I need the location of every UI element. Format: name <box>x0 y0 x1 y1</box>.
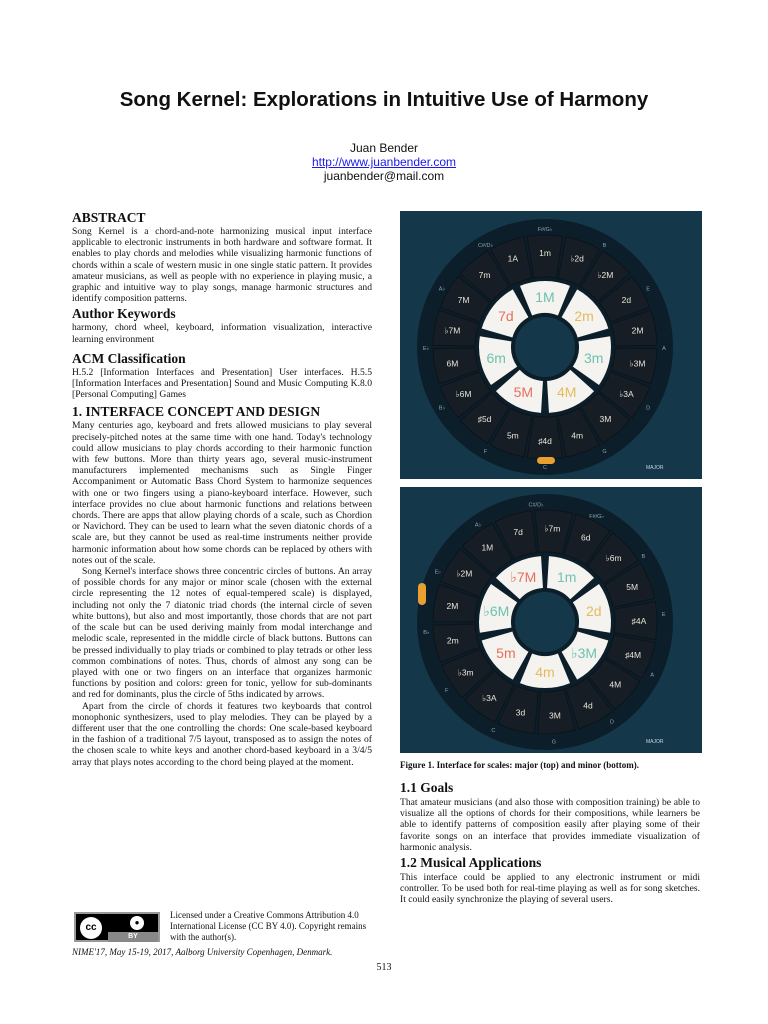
goals-text: That amateur musicians (and also those with composition training) be able to visualize all the options of chords for their compositions, while learners be able to identify patterns of composition easily after playing some of their favorite songs on an interface that provides immediate visualization of harmonic analysis. <box>400 797 700 853</box>
middle-chord-label: 7M <box>457 295 470 305</box>
middle-chord-label: 5m <box>506 430 519 441</box>
middle-chord-label: ♯4M <box>625 649 642 660</box>
outer-note-label[interactable]: E♭ <box>434 569 441 576</box>
middle-chord-label: ♭3A <box>482 692 497 703</box>
outer-note-label[interactable]: E <box>646 286 650 293</box>
middle-chord-label: ♯5d <box>477 414 492 425</box>
left-column <box>72 210 372 768</box>
middle-chord-label: 1A <box>507 253 519 264</box>
outer-note-label[interactable]: C#/D♭ <box>528 502 544 509</box>
scale-select-pill[interactable] <box>537 457 555 464</box>
inner-chord-label: 1M <box>535 289 555 305</box>
middle-chord-label: 2d <box>621 295 632 305</box>
middle-chord-label: 2M <box>446 600 459 611</box>
license-text: Licensed under a Creative Commons Attribution 4.0 International License (CC BY 4.0). Copyright remains with the author(s). <box>170 910 367 942</box>
outer-note-label[interactable]: F <box>444 688 449 695</box>
outer-note-label[interactable]: G <box>602 449 607 456</box>
outer-note-label[interactable]: G <box>551 739 557 746</box>
inner-chord-label: 5M <box>513 384 534 401</box>
wheel-center <box>515 592 575 652</box>
middle-chord-label: ♭6m <box>605 552 622 563</box>
outer-note-label[interactable]: E♭ <box>422 346 430 352</box>
outer-note-label[interactable]: B♭ <box>438 405 446 412</box>
section1-paragraph-1: Many centuries ago, keyboard and frets allowed musicians to play several precisely-pitched notes at the same time with one hand. Today's technology could allow musicians to play chords according to their harmonic function with few buttons. More than thirty years ago, several music-instrument manufacturers implemented mechanisms such as Single Finger Accompaniment or Automatic Bass Chord System to harmonize sequences with one or two fingers using a piano-keyboard interface. However, such interface provides no clue about harmonic functions and relations between chords. There are apps that allow playing chords of a scale, such as Chordion or Navichord. They can be used to learn what the seven diatonic chords of a scale are, but they cannot be used as real-time instruments neither provide harmonic information about how some chords can be replaced by others with notes out of the scale. <box>72 420 372 566</box>
middle-chord-label: ♭7M <box>444 325 461 336</box>
abstract-text: Song Kernel is a chord-and-note harmonizing musical input interface applicable to electronic instruments in both hardware and software format. It enables to play chords and melodies while visualizing harmonic functions of chords within a scale of western music in one single static pattern. It provides amateur musicians, as well as people with no experience in playing music, a graphic and intuitive way to play songs, manage harmonic structures and identify composition patterns. <box>72 226 372 305</box>
attribution-person-icon: ● <box>130 916 144 930</box>
middle-chord-label: 5M <box>626 581 639 592</box>
middle-chord-label: ♭3A <box>619 389 634 399</box>
figure-minor-scale <box>400 487 702 753</box>
cc-by-logo <box>74 912 160 942</box>
right-column <box>400 778 700 906</box>
outer-note-label[interactable]: B♭ <box>423 629 430 636</box>
inner-chord-label: ♭7M <box>510 568 537 585</box>
inner-chord-label: 1m <box>556 568 577 585</box>
outer-note-label[interactable]: C <box>491 728 496 735</box>
middle-chord-label: 2M <box>631 325 644 336</box>
middle-chord-label: 3M <box>549 710 561 721</box>
outer-note-label[interactable]: B <box>641 553 646 560</box>
abstract-heading: ABSTRACT <box>72 210 146 225</box>
middle-chord-label: 7d <box>513 526 523 537</box>
outer-note-label[interactable]: E <box>661 612 666 619</box>
scale-toggle-label[interactable]: MAJOR <box>646 739 664 745</box>
outer-note-label[interactable]: C <box>543 465 547 471</box>
chord-wheel-minor[interactable] <box>400 487 702 753</box>
wheel-center <box>515 317 575 377</box>
outer-note-label[interactable]: C#/D♭ <box>477 242 494 249</box>
middle-chord-label: 4M <box>609 679 622 690</box>
middle-chord-label: 4d <box>583 700 593 711</box>
inner-chord-label: 5m <box>496 645 516 662</box>
section1-heading: 1. INTERFACE CONCEPT AND DESIGN <box>72 404 321 420</box>
outer-note-label[interactable]: B <box>602 242 607 249</box>
middle-chord-label: ♭7m <box>544 523 561 534</box>
middle-chord-label: 3M <box>599 414 612 425</box>
inner-chord-label: 3m <box>584 350 604 367</box>
middle-chord-label: 7m <box>478 269 491 280</box>
page-number: 513 <box>376 962 392 973</box>
inner-chord-label: 4m <box>535 664 555 680</box>
inner-chord-label: 2m <box>574 307 594 324</box>
applications-heading: 1.2 Musical Applications <box>400 855 542 871</box>
outer-note-label[interactable]: D <box>646 405 651 412</box>
applications-text: This interface could be applied to any electronic instrument or midi controller. To be used both for real-time playing as well as for song sketches. It could easily synchronize the playing of several users. <box>400 872 700 906</box>
outer-note-label[interactable]: F#/G♭ <box>537 227 553 233</box>
author-block <box>0 141 768 183</box>
chord-wheel-major[interactable] <box>400 211 702 479</box>
middle-chord-label: 1m <box>539 248 551 258</box>
outer-note-label[interactable]: A♭ <box>474 522 482 529</box>
author-url-link[interactable]: http://www.juanbender.com <box>311 155 457 169</box>
inner-chord-label: 4M <box>556 384 577 401</box>
outer-note-label[interactable]: D <box>610 719 615 726</box>
figure-caption: Figure 1. Interface for scales: major (top) and minor (bottom). <box>400 760 640 770</box>
scale-select-pill[interactable] <box>418 583 426 605</box>
acm-heading: ACM Classification <box>72 350 186 366</box>
cc-by-label: BY <box>108 932 158 942</box>
middle-chord-label: ♭3m <box>457 667 474 678</box>
inner-chord-label: 7d <box>498 307 514 324</box>
goals-heading: 1.1 Goals <box>400 780 454 795</box>
section1-paragraph-3: Apart from the circle of chords it features two keyboards that control monophonic synthesizers, used to play melodies. They can be played by a different user that the one controlling the chords: One scale-based keyboard in the fashion of a traditional 7/5 layout, transposed as to assign the notes of the chosen scale to white keys and another chord-based keyboard in a 3/4/5 array that plays notes according to the chord being played at the moment. <box>72 700 372 768</box>
middle-chord-label: 1M <box>481 542 494 553</box>
middle-chord-label: 3d <box>515 707 526 718</box>
middle-chord-label: ♭2M <box>597 269 614 280</box>
author-name: Juan Bender <box>349 141 419 155</box>
middle-chord-label: ♭2M <box>456 568 473 579</box>
middle-chord-label: 6d <box>581 532 591 543</box>
middle-chord-label: ♭6M <box>455 389 472 399</box>
inner-chord-label: ♭6M <box>483 602 510 619</box>
outer-note-label[interactable]: F <box>483 449 488 456</box>
keywords-text: harmony, chord wheel, keyboard, information visualization, interactive learning environment <box>72 322 372 345</box>
conference-line: NIME'17, May 15-19, 2017, Aalborg University Copenhagen, Denmark. <box>72 947 333 957</box>
keywords-heading: Author Keywords <box>72 306 176 322</box>
outer-note-label[interactable]: F#/G♭ <box>589 513 605 520</box>
paper-title: Song Kernel: Explorations in Intuitive Use of Harmony <box>119 88 649 111</box>
inner-chord-label: 6m <box>486 350 506 367</box>
middle-chord-label: 2m <box>446 635 459 646</box>
middle-chord-label: ♯4d <box>538 436 552 446</box>
outer-note-label[interactable]: A♭ <box>438 286 446 293</box>
acm-text: H.5.2 [Information Interfaces and Presentation] User interfaces. H.5.5 [Information Interfaces and Presentation] Sound and Music Computing K.8.0 [Personal Computing] Games <box>72 366 372 401</box>
middle-chord-label: ♭2d <box>570 253 584 264</box>
inner-chord-label: ♭3M <box>571 645 598 662</box>
author-email: juanbender@mail.com <box>323 169 445 183</box>
middle-chord-label: 4m <box>571 430 584 441</box>
section1-paragraph-2: Song Kernel's interface shows three concentric circles of buttons. An array of possible chords for any major or minor scale (chosen with the external circle representing the 12 notes of equal-tempered scale) is displayed, including not only the 7 diatonic triad chords (the internal circle of seven white buttons), but also and most importantly, those chords that are not part of the scale but can be used deriving mainly from modal interchange and melodic scale, represented in the middle circle of black buttons. Buttons can be pressed individually to play triads or combined to play tetrads or other less common combinations of notes. Thus, chords of almost any song can be played with one or two fingers on an interface that organizes harmonic functions by position and colors: green for tonic, yellow for sub-dominants and red for dominants, plus the circle of 5ths indicated by arrows. <box>72 566 372 701</box>
cc-logo-text: cc <box>80 917 102 939</box>
outer-note-label[interactable]: A <box>650 672 655 679</box>
outer-note-label[interactable]: A <box>662 346 666 352</box>
figure-major-scale <box>400 211 702 479</box>
middle-chord-label: ♯4A <box>631 615 647 626</box>
middle-chord-label: 6M <box>446 358 459 369</box>
inner-chord-label: 2d <box>585 602 602 619</box>
scale-toggle-label[interactable]: MAJOR <box>646 465 664 471</box>
middle-chord-label: ♭3M <box>629 358 646 369</box>
